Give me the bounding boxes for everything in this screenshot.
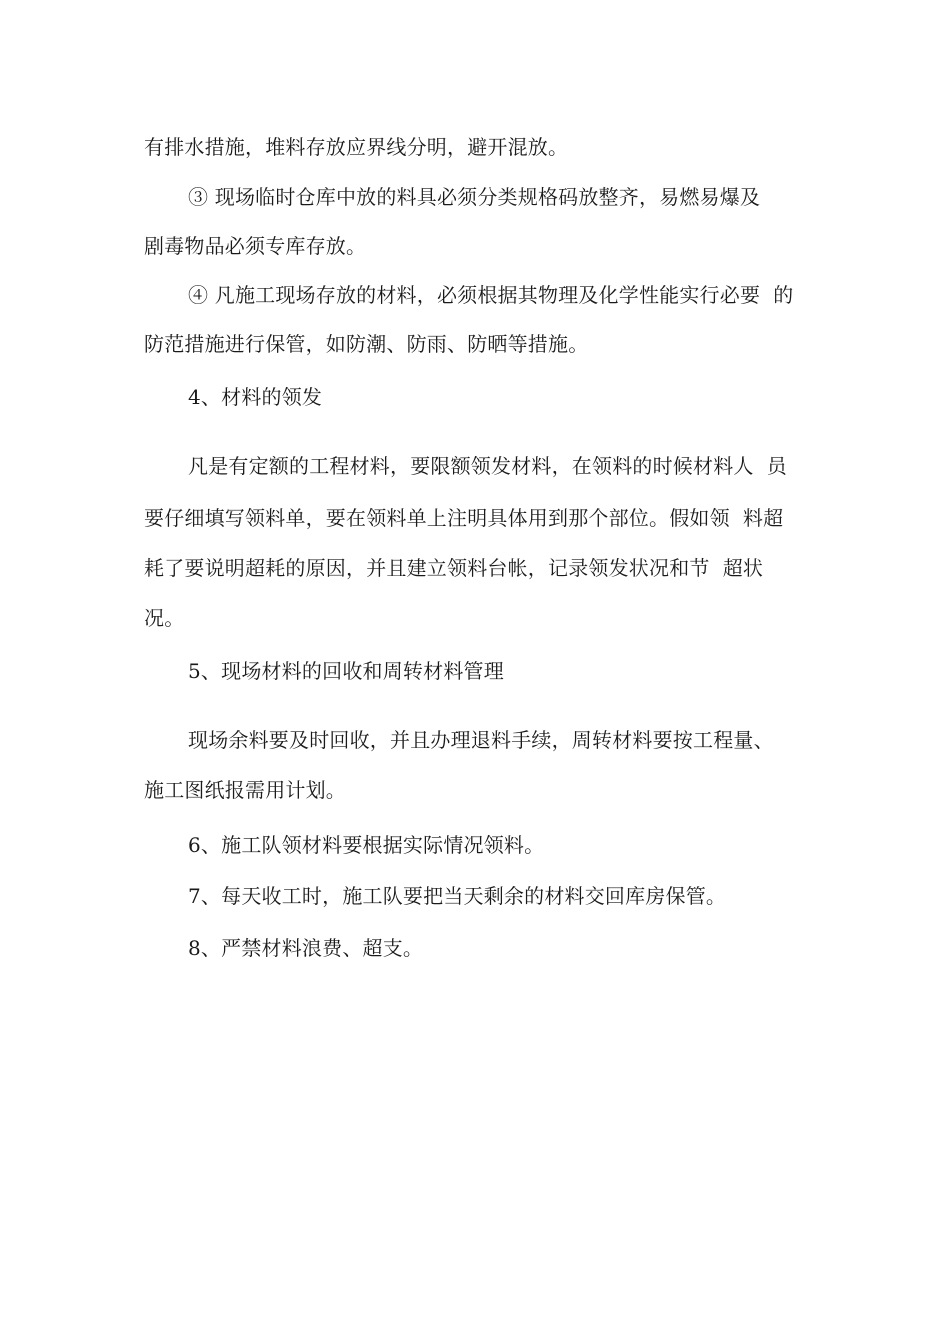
section-heading: 4、材料的领发 bbox=[188, 385, 323, 409]
text-line: 防范措施进行保管，如防潮、防雨、防晒等措施。 bbox=[144, 332, 589, 356]
text-line: 况。 bbox=[144, 606, 185, 630]
text-line: 施工图纸报需用计划。 bbox=[144, 778, 346, 802]
text-line: 耗了要说明超耗的原因，并且建立领料台帐，记录领发状况和节 超状 bbox=[144, 556, 764, 580]
text-line: ④ 凡施工现场存放的材料，必须根据其物理及化学性能实行必要 的 bbox=[188, 283, 794, 307]
text-line: 要仔细填写领料单，要在领料单上注明具体用到那个部位。假如领 料超 bbox=[144, 506, 784, 530]
text-line: 现场余料要及时回收，并且办理退料手续，周转材料要按工程量、 bbox=[188, 728, 774, 752]
text-line: ③ 现场临时仓库中放的料具必须分类规格码放整齐，易燃易爆及 bbox=[188, 185, 761, 209]
text-line: 8、严禁材料浪费、超支。 bbox=[188, 936, 424, 960]
section-heading: 5、现场材料的回收和周转材料管理 bbox=[188, 659, 504, 683]
text-line: 6、施工队领材料要根据实际情况领料。 bbox=[188, 833, 545, 857]
text-line: 凡是有定额的工程材料，要限额领发材料，在领料的时候材料人 员 bbox=[188, 454, 787, 478]
text-line: 有排水措施，堆料存放应界线分明，避开混放。 bbox=[144, 135, 569, 159]
text-line: 7、每天收工时，施工队要把当天剩余的材料交回库房保管。 bbox=[188, 884, 727, 908]
text-line: 剧毒物品必须专库存放。 bbox=[144, 234, 367, 258]
